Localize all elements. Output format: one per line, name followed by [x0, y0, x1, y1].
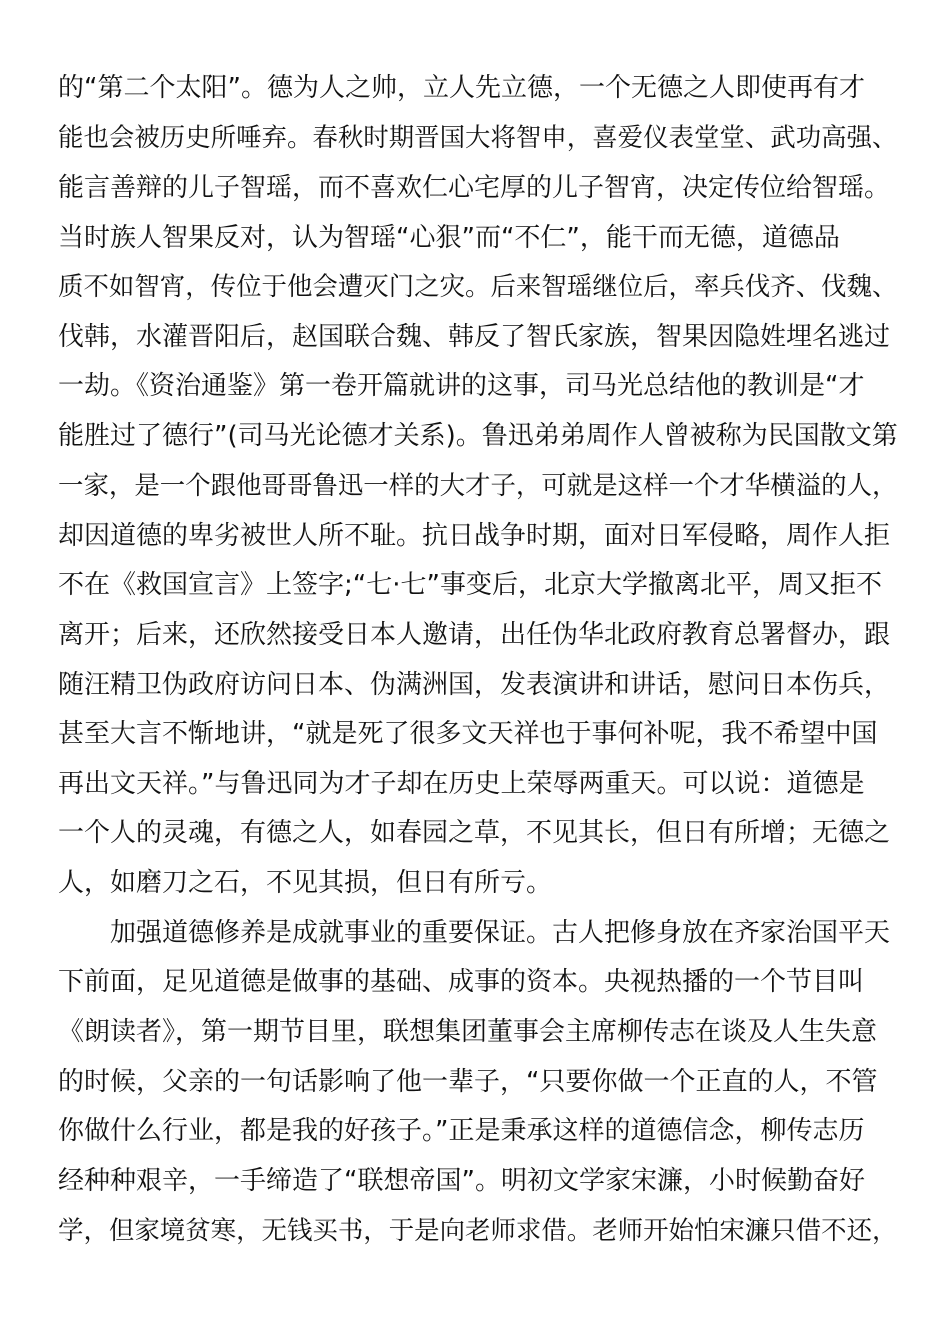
- text-line: 下前面，足见道德是做事的基础、成事的资本。央视热播的一个节目叫: [58, 967, 865, 997]
- text-line: 随汪精卫伪政府访问日本、伪满洲国，发表演讲和讲话，慰问日本伤兵，: [58, 670, 891, 700]
- text-line: 人，如磨刀之石，不见其损，但日有所亏。: [58, 868, 553, 898]
- text-line: 一个人的灵魂，有德之人，如春园之草，不见其长，但日有所增；无德之: [58, 818, 891, 848]
- text-line: 能言善辩的儿子智瑶，而不喜欢仁心宅厚的儿子智宵，决定传位给智瑶。: [58, 173, 891, 203]
- text-line: 当时族人智果反对，认为智瑶“心狠”而“不仁”，能干而无德，道德品: [58, 223, 840, 253]
- text-line: 学，但家境贫寒，无钱买书，于是向老师求借。老师开始怕宋濂只借不还，: [58, 1216, 898, 1246]
- text-line: 你做什么行业，都是我的好孩子。”正是秉承这样的道德信念，柳传志历: [58, 1116, 865, 1146]
- text-line: 甚至大言不惭地讲，“就是死了很多文天祥也于事何补呢，我不希望中国: [58, 719, 878, 749]
- text-line: 伐韩，水灌晋阳后，赵国联合魏、韩反了智氏家族，智果因隐姓埋名逃过: [58, 322, 891, 352]
- text-line: 的时候，父亲的一句话影响了他一辈子，“只要你做一个正直的人，不管: [58, 1067, 878, 1097]
- text-line: 离开；后来，还欣然接受日本人邀请，出任伪华北政府教育总署督办，跟: [58, 620, 891, 650]
- text-line: 一家，是一个跟他哥哥鲁迅一样的大才子，可就是这样一个才华横溢的人，: [58, 471, 898, 501]
- text-line: 能也会被历史所唾弃。春秋时期晋国大将智申，喜爱仪表堂堂、武功高强、: [58, 123, 898, 153]
- text-line: 的“第二个太阳”。德为人之帅，立人先立德，一个无德之人即使再有才: [58, 73, 865, 103]
- text-line: 质不如智宵，传位于他会遭灭门之灾。后来智瑶继位后，率兵伐齐、伐魏、: [58, 272, 898, 302]
- text-line: 再出文天祥。”与鲁迅同为才子却在历史上荣辱两重天。可以说：道德是: [58, 769, 865, 799]
- text-line: 经种种艰辛，一手缔造了“联想帝国”。明初文学家宋濂，小时候勤奋好: [58, 1166, 865, 1196]
- paragraph-first-line: 加强道德修养是成就事业的重要保证。古人把修身放在齐家治国平天: [110, 918, 891, 948]
- text-line: 能胜过了德行”(司马光论德才关系)。鲁迅弟弟周作人曾被称为民国散文第: [58, 421, 898, 451]
- text-line: 一劫。《资治通鉴》第一卷开篇就讲的这事，司马光总结他的教训是“才: [58, 371, 865, 401]
- text-line: 不在《救国宣言》上签字;“七·七”事变后，北京大学撤离北平，周又拒不: [58, 570, 882, 600]
- text-line: 却因道德的卑劣被世人所不耻。抗日战争时期，面对日军侵略，周作人拒: [58, 521, 891, 551]
- text-line: 《朗读者》，第一期节目里，联想集团董事会主席柳传志在谈及人生失意: [58, 1017, 878, 1047]
